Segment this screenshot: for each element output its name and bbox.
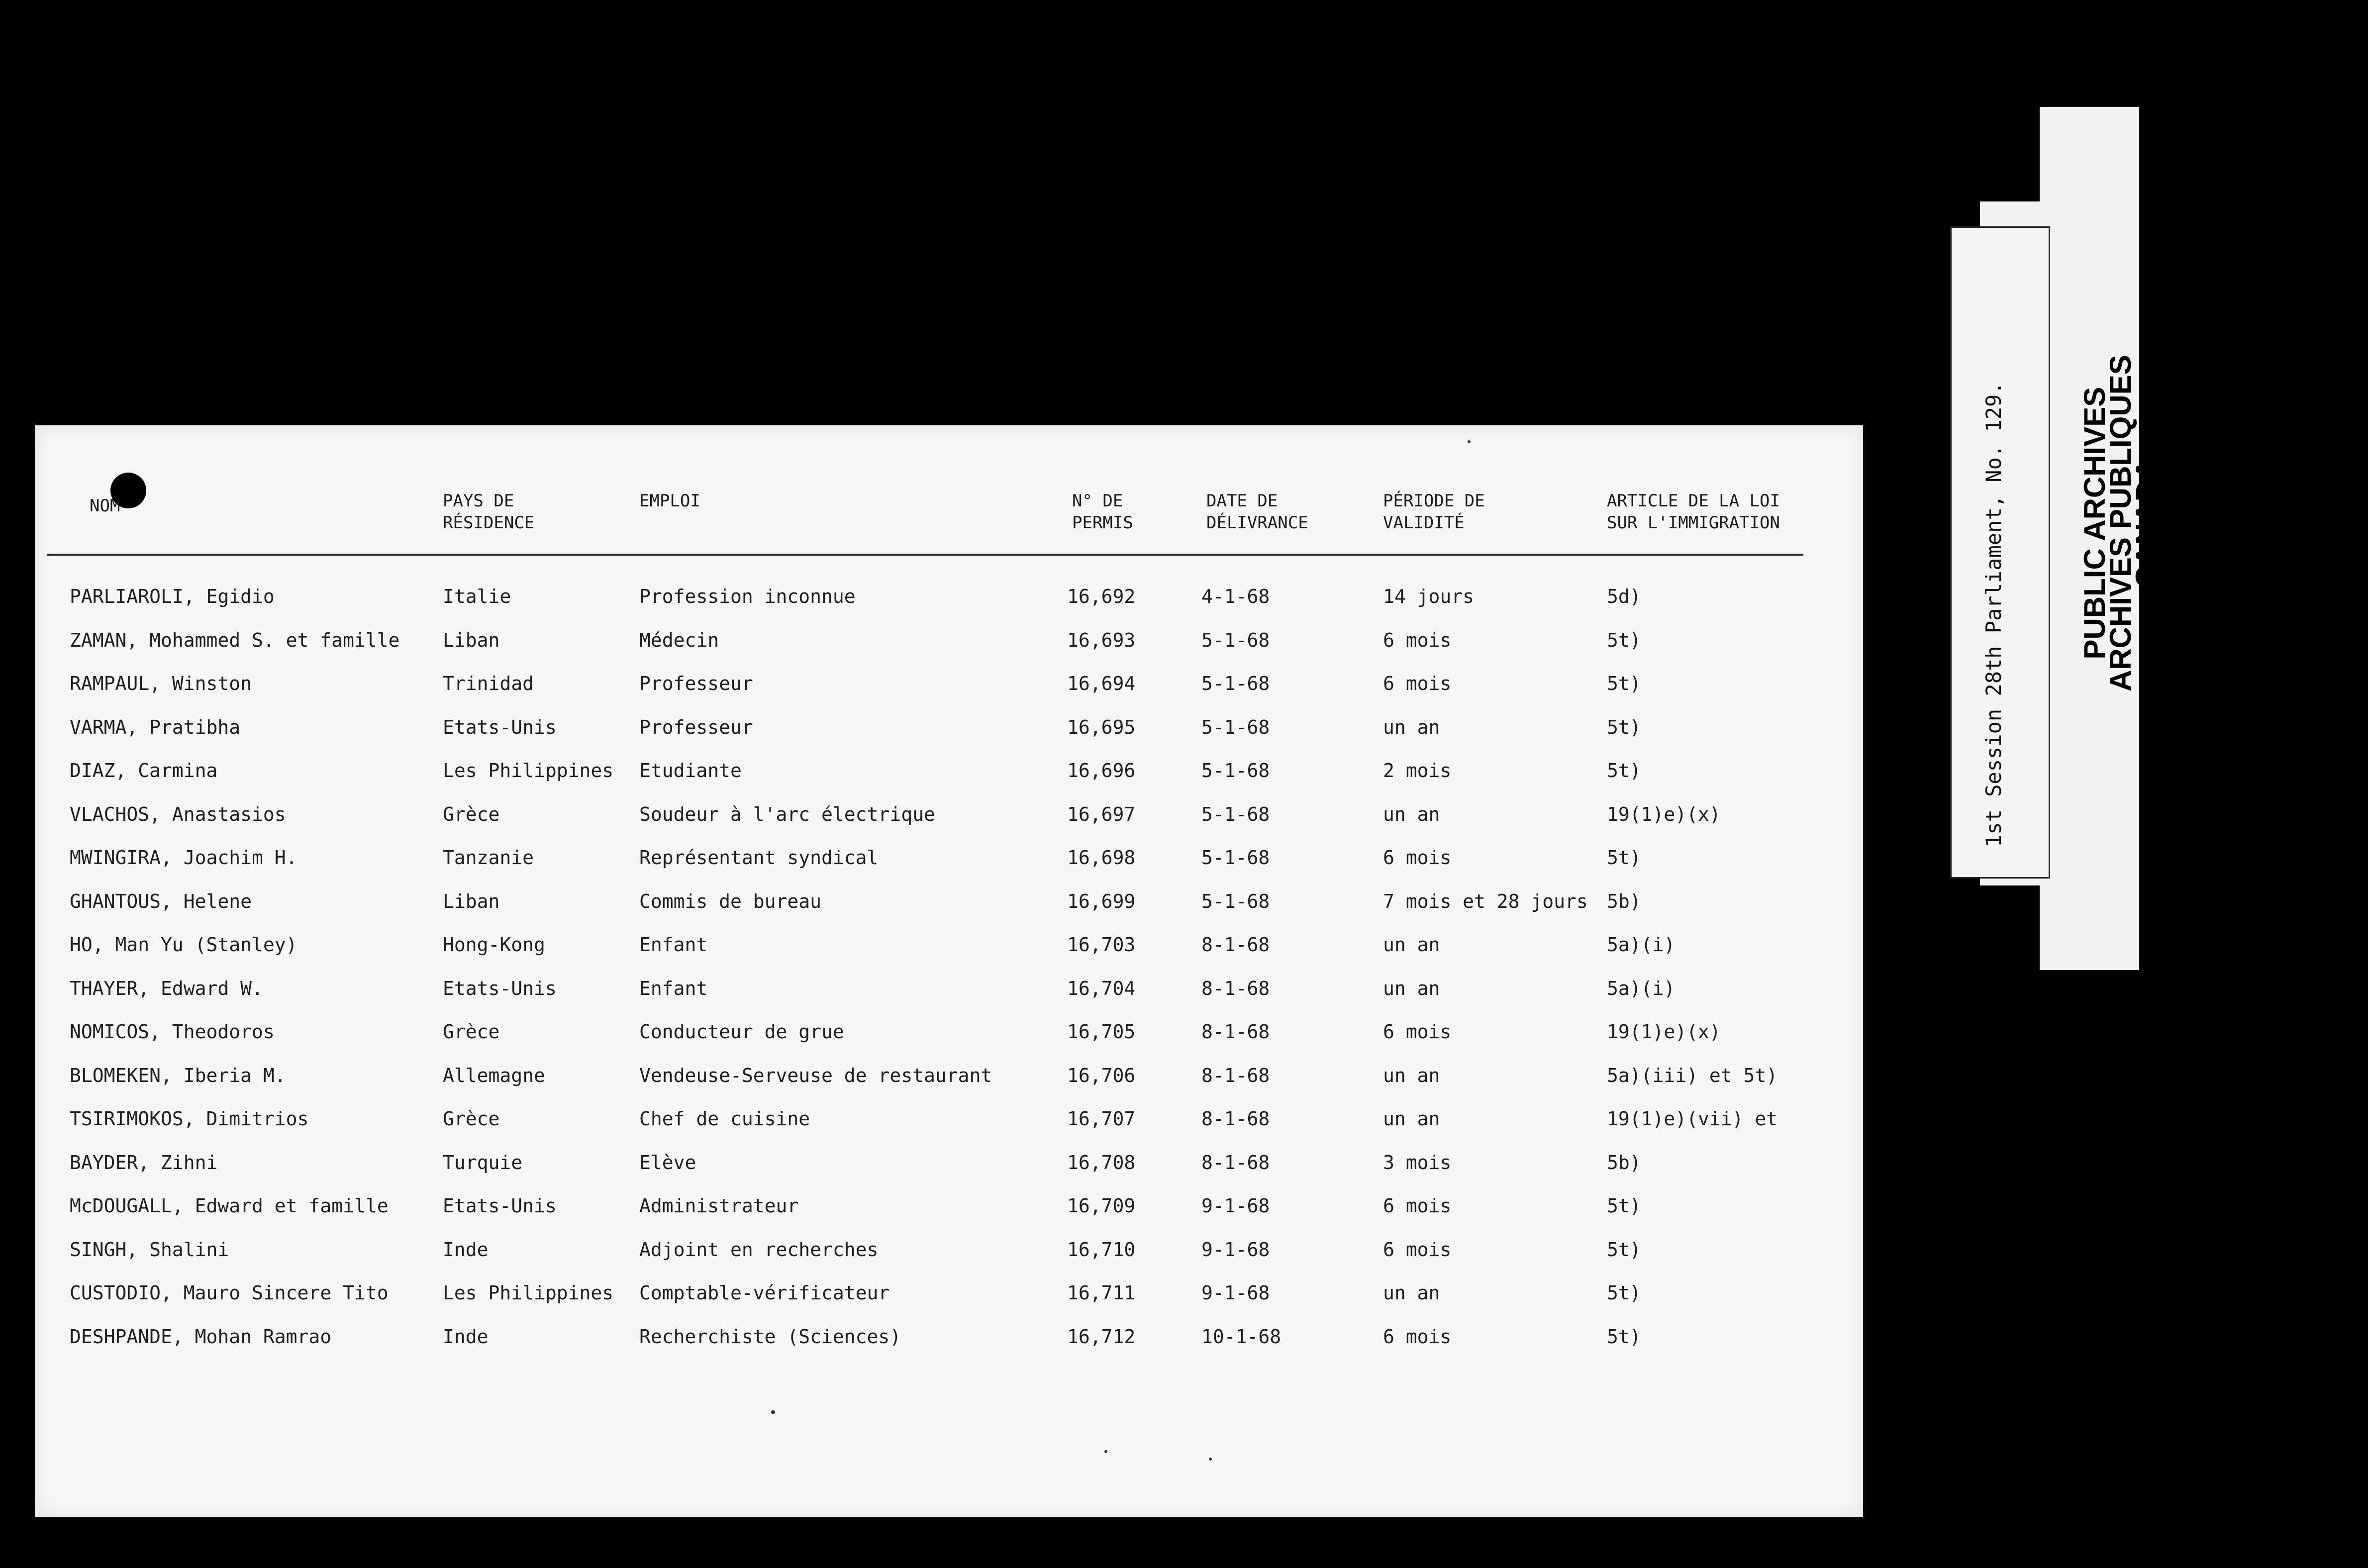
- cell-date: 8-1-68: [1201, 1021, 1270, 1043]
- cell-emploi: Professeur: [639, 673, 753, 694]
- cell-permis: 16,709: [1067, 1195, 1136, 1217]
- speck: [1104, 1450, 1107, 1453]
- cell-date: 9-1-68: [1201, 1282, 1270, 1304]
- table-row: [35, 672, 1863, 715]
- archive-stamp: [2078, 355, 2163, 691]
- table-row: [35, 1151, 1863, 1194]
- cell-permis: 16,710: [1067, 1238, 1136, 1261]
- header-permis: N° DE PERMIS: [1072, 491, 1133, 533]
- cell-date: 9-1-68: [1201, 1238, 1270, 1261]
- header-nom: NOM: [90, 496, 120, 516]
- cell-article: 5t): [1607, 673, 1641, 694]
- cell-nom: NOMICOS, Theodoros: [70, 1021, 275, 1043]
- cell-permis: 16,705: [1067, 1021, 1136, 1043]
- cell-date: 4-1-68: [1201, 586, 1270, 607]
- cell-periode: un an: [1383, 934, 1440, 956]
- table-row: [35, 1325, 1863, 1369]
- table-row: [35, 846, 1863, 889]
- cell-nom: GHANTOUS, Helene: [70, 890, 252, 912]
- cell-permis: 16,693: [1067, 629, 1136, 651]
- cell-date: 8-1-68: [1201, 977, 1270, 999]
- cell-pays: Liban: [443, 629, 500, 651]
- cell-article: 5t): [1607, 1195, 1641, 1217]
- cell-periode: 6 mois: [1383, 673, 1452, 694]
- cell-emploi: Soudeur à l'arc électrique: [639, 803, 935, 825]
- cell-date: 5-1-68: [1201, 847, 1270, 869]
- cell-emploi: Adjoint en recherches: [639, 1238, 879, 1261]
- cell-nom: BLOMEKEN, Iberia M.: [70, 1064, 286, 1086]
- cell-pays: Italie: [443, 586, 511, 607]
- cell-nom: McDOUGALL, Edward et famille: [70, 1195, 389, 1217]
- cell-date: 8-1-68: [1201, 1064, 1270, 1086]
- cell-pays: Grèce: [443, 803, 500, 825]
- table-row: [35, 1107, 1863, 1151]
- cell-permis: 16,711: [1067, 1282, 1136, 1304]
- cell-date: 8-1-68: [1201, 1108, 1270, 1130]
- cell-article: 19(1)e)(x): [1607, 1021, 1721, 1043]
- table-row: [35, 759, 1863, 802]
- cell-permis: 16,703: [1067, 934, 1136, 956]
- cell-nom: THAYER, Edward W.: [70, 977, 263, 999]
- cell-pays: Inde: [443, 1238, 489, 1261]
- cell-nom: DESHPANDE, Mohan Ramrao: [70, 1325, 332, 1348]
- cell-emploi: Comptable-vérificateur: [639, 1282, 890, 1304]
- cell-periode: 14 jours: [1383, 586, 1475, 607]
- cell-pays: Les Philippines: [443, 760, 614, 782]
- cell-date: 8-1-68: [1201, 934, 1270, 956]
- cell-periode: 7 mois et 28 jours: [1383, 890, 1588, 912]
- cell-permis: 16,694: [1067, 673, 1136, 694]
- cell-nom: TSIRIMOKOS, Dimitrios: [70, 1108, 309, 1130]
- cell-nom: MWINGIRA, Joachim H.: [70, 847, 297, 869]
- header-pays: PAYS DE RÉSIDENCE: [443, 491, 535, 533]
- cell-nom: VARMA, Pratibha: [70, 716, 241, 738]
- cell-periode: un an: [1383, 1064, 1440, 1086]
- cell-article: 5t): [1607, 1238, 1641, 1261]
- cell-date: 5-1-68: [1201, 760, 1270, 782]
- cell-article: 5a)(i): [1607, 977, 1676, 999]
- cell-date: 5-1-68: [1201, 629, 1270, 651]
- cell-emploi: Commis de bureau: [639, 890, 822, 912]
- cell-periode: 6 mois: [1383, 847, 1452, 869]
- cell-article: 5t): [1607, 1282, 1641, 1304]
- cell-pays: Grèce: [443, 1108, 500, 1130]
- cell-permis: 16,692: [1067, 586, 1136, 607]
- stamp-notch: [1980, 107, 2040, 201]
- cell-article: 19(1)e)(x): [1607, 803, 1721, 825]
- table-row: [35, 1064, 1863, 1107]
- cell-emploi: Vendeuse-Serveuse de restaurant: [639, 1064, 992, 1086]
- cell-article: 5a)(iii) et 5t): [1607, 1064, 1778, 1086]
- cell-article: 5t): [1607, 629, 1641, 651]
- cell-periode: 6 mois: [1383, 1195, 1452, 1217]
- document-sheet: [35, 425, 1863, 1517]
- cell-nom: BAYDER, Zihni: [70, 1151, 218, 1174]
- cell-article: 5d): [1607, 586, 1641, 607]
- header-rule: [47, 554, 1803, 556]
- cell-article: 5t): [1607, 847, 1641, 869]
- cell-pays: Grèce: [443, 1021, 500, 1043]
- cell-nom: SINGH, Shalini: [70, 1238, 229, 1261]
- cell-periode: 6 mois: [1383, 1325, 1452, 1348]
- cell-article: 19(1)e)(vii) et: [1607, 1108, 1778, 1130]
- cell-permis: 16,697: [1067, 803, 1136, 825]
- cell-pays: Etats-Unis: [443, 977, 557, 999]
- header-periode: PÉRIODE DE VALIDITÉ: [1383, 491, 1485, 533]
- cell-pays: Turquie: [443, 1151, 523, 1174]
- session-label-card: [1950, 226, 2050, 879]
- cell-periode: un an: [1383, 1108, 1440, 1130]
- cell-emploi: Administrateur: [639, 1195, 799, 1217]
- speck: [771, 1410, 775, 1414]
- table-row: [35, 1020, 1863, 1064]
- stamp-line1: PUBLIC ARCHIVES: [2078, 387, 2111, 660]
- table-row: [35, 585, 1863, 628]
- cell-periode: 6 mois: [1383, 629, 1452, 651]
- cell-permis: 16,698: [1067, 847, 1136, 869]
- cell-emploi: Enfant: [639, 934, 708, 956]
- table-row: [35, 802, 1863, 846]
- cell-nom: CUSTODIO, Mauro Sincere Tito: [70, 1282, 389, 1304]
- table-row: [35, 977, 1863, 1020]
- table-row: [35, 628, 1863, 672]
- cell-permis: 16,706: [1067, 1064, 1136, 1086]
- cell-pays: Les Philippines: [443, 1282, 614, 1304]
- cell-permis: 16,707: [1067, 1108, 1136, 1130]
- table-row: [35, 933, 1863, 977]
- cell-article: 5b): [1607, 890, 1641, 912]
- cell-date: 5-1-68: [1201, 890, 1270, 912]
- speck: [1209, 1458, 1212, 1461]
- cell-periode: un an: [1383, 716, 1440, 738]
- cell-date: 5-1-68: [1201, 716, 1270, 738]
- cell-pays: Etats-Unis: [443, 1195, 557, 1217]
- cell-periode: 6 mois: [1383, 1238, 1452, 1261]
- cell-date: 10-1-68: [1201, 1325, 1282, 1348]
- cell-article: 5t): [1607, 760, 1641, 782]
- header-emploi: EMPLOI: [639, 491, 700, 511]
- cell-nom: DIAZ, Carmina: [70, 760, 218, 782]
- cell-pays: Liban: [443, 890, 500, 912]
- cell-emploi: Représentant syndical: [639, 847, 879, 869]
- cell-article: 5t): [1607, 716, 1641, 738]
- cell-emploi: Chef de cuisine: [639, 1108, 810, 1130]
- header-article: ARTICLE DE LA LOI SUR L'IMMIGRATION: [1607, 491, 1780, 533]
- cell-nom: PARLIAROLI, Egidio: [70, 586, 275, 607]
- cell-permis: 16,696: [1067, 760, 1136, 782]
- cell-permis: 16,699: [1067, 890, 1136, 912]
- cell-nom: VLACHOS, Anastasios: [70, 803, 286, 825]
- cell-emploi: Recherchiste (Sciences): [639, 1325, 901, 1348]
- cell-emploi: Enfant: [639, 977, 708, 999]
- cell-permis: 16,695: [1067, 716, 1136, 738]
- table-row: [35, 1194, 1863, 1238]
- cell-date: 9-1-68: [1201, 1195, 1270, 1217]
- cell-permis: 16,712: [1067, 1325, 1136, 1348]
- cell-pays: Etats-Unis: [443, 716, 557, 738]
- table-row: [35, 715, 1863, 759]
- permit-table: [35, 585, 1863, 1368]
- cell-date: 5-1-68: [1201, 673, 1270, 694]
- cell-periode: un an: [1383, 977, 1440, 999]
- stamp-notch: [1980, 885, 2040, 970]
- cell-article: 5b): [1607, 1151, 1641, 1174]
- cell-pays: Trinidad: [443, 673, 534, 694]
- cell-periode: un an: [1383, 1282, 1440, 1304]
- cell-pays: Hong-Kong: [443, 934, 545, 956]
- stamp-line2: ARCHIVES PUBLIQUES: [2104, 355, 2137, 691]
- cell-periode: un an: [1383, 803, 1440, 825]
- cell-emploi: Professeur: [639, 716, 753, 738]
- cell-nom: RAMPAUL, Winston: [70, 673, 252, 694]
- cell-emploi: Profession inconnue: [639, 586, 856, 607]
- speck: [1468, 440, 1471, 443]
- table-row: [35, 889, 1863, 933]
- cell-emploi: Etudiante: [639, 760, 742, 782]
- cell-permis: 16,704: [1067, 977, 1136, 999]
- cell-nom: ZAMAN, Mohammed S. et famille: [70, 629, 400, 651]
- cell-permis: 16,708: [1067, 1151, 1136, 1174]
- session-label: 1st Session 28th Parliament, No. 129.: [1981, 382, 2006, 847]
- cell-pays: Allemagne: [443, 1064, 545, 1086]
- cell-article: 5a)(i): [1607, 934, 1676, 956]
- cell-pays: Inde: [443, 1325, 489, 1348]
- cell-pays: Tanzanie: [443, 847, 534, 869]
- table-row: [35, 1281, 1863, 1325]
- cell-emploi: Médecin: [639, 629, 719, 651]
- cell-periode: 2 mois: [1383, 760, 1452, 782]
- cell-date: 8-1-68: [1201, 1151, 1270, 1174]
- header-date: DATE DE DÉLIVRANCE: [1206, 491, 1308, 533]
- cell-emploi: Conducteur de grue: [639, 1021, 844, 1043]
- cell-date: 5-1-68: [1201, 803, 1270, 825]
- stamp-line3: CANADA: [2130, 458, 2163, 588]
- cell-periode: 6 mois: [1383, 1021, 1452, 1043]
- cell-article: 5t): [1607, 1325, 1641, 1348]
- cell-nom: HO, Man Yu (Stanley): [70, 934, 297, 956]
- cell-periode: 3 mois: [1383, 1151, 1452, 1174]
- table-row: [35, 1238, 1863, 1281]
- cell-emploi: Elève: [639, 1151, 696, 1174]
